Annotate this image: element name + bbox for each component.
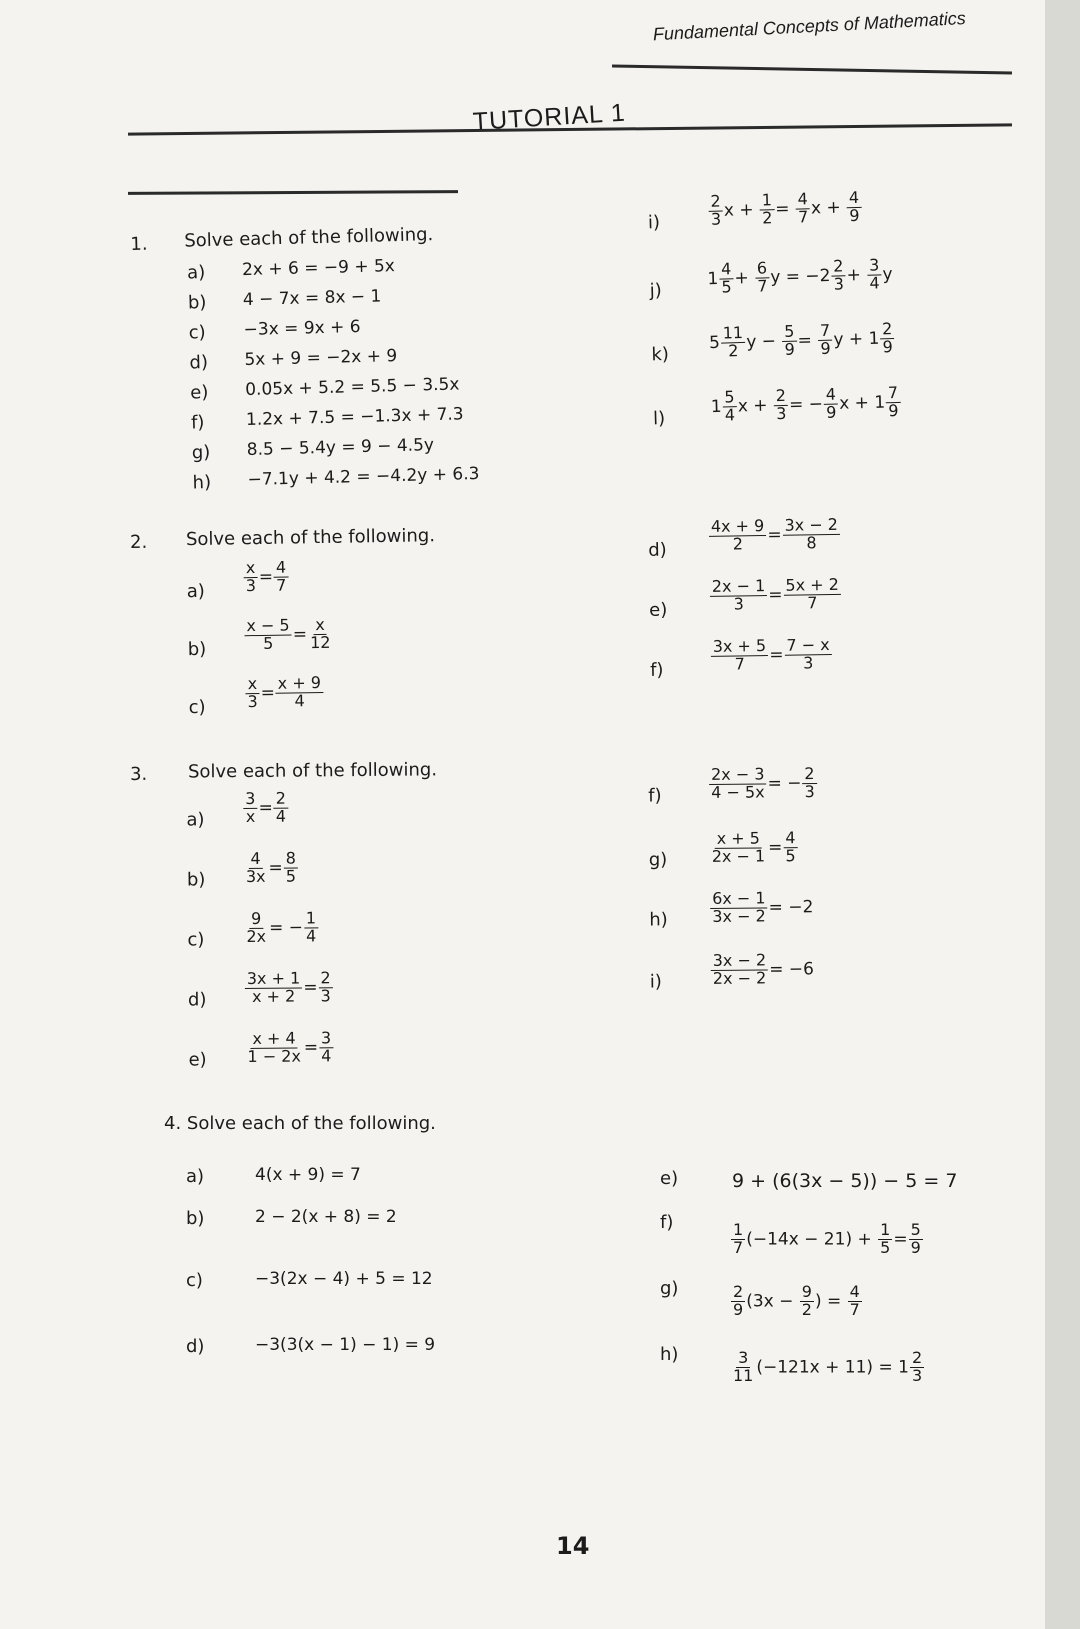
- question-3-number: 3.: [129, 763, 148, 785]
- q3-g-label: g): [648, 849, 668, 871]
- q1-d-equation: 5x + 9 = −2x + 9: [244, 346, 398, 371]
- q1-b-label: b): [187, 292, 207, 314]
- q3-g-equation: $\frac{x + 5}{2x - 1}$ = $\frac{4}{5}$: [711, 828, 796, 866]
- q2-c-label: c): [188, 696, 206, 719]
- q4-e-equation: 9 + (6(3x − 5)) − 5 = 7: [732, 1170, 958, 1192]
- q1-b-equation: 4 − 7x = 8x − 1: [242, 286, 382, 311]
- q4-c-equation: −3(2x − 4) + 5 = 12: [255, 1269, 433, 1289]
- q3-e-label: e): [188, 1049, 207, 1071]
- question-3-prompt: Solve each of the following.: [187, 759, 438, 783]
- q3-b-equation: $\frac{4}{3x}$ = $\frac{8}{5}$: [245, 848, 297, 886]
- q1-a-label: a): [186, 262, 206, 284]
- q1-l-label: l): [652, 408, 666, 430]
- question-1-number: 1.: [130, 233, 148, 255]
- q1-i-equation: $\frac{2}{3}$ x + $\frac{1}{2}$ = $\frac{4}{7}$ x + $\frac{4}{9}$: [710, 187, 860, 229]
- q1-f-equation: 1.2x + 7.5 = −1.3x + 7.3: [245, 404, 464, 431]
- q3-b-label: b): [186, 869, 206, 891]
- tutorial-title: TUTORIAL 1: [472, 98, 627, 136]
- q1-k-label: k): [651, 343, 670, 366]
- q3-c-equation: $\frac{9}{2x}$ = − $\frac{1}{4}$: [246, 908, 317, 946]
- q4-b-label: b): [186, 1208, 205, 1229]
- q4-f-equation: $\frac{1}{7}$ (−14x − 21) + $\frac{1}{5}$ = $\frac{5}{9}$: [733, 1220, 921, 1257]
- q1-e-equation: 0.05x + 5.2 = 5.5 − 3.5x: [244, 374, 460, 401]
- q3-h-equation: $\frac{6x - 1}{3x - 2}$ = −2: [712, 888, 814, 926]
- q1-d-label: d): [189, 352, 209, 374]
- q1-j-label: j): [649, 280, 663, 302]
- q3-i-equation: $\frac{3x - 2}{2x - 2}$ = −6: [712, 950, 814, 988]
- q1-g-equation: 8.5 − 5.4y = 9 − 4.5y: [246, 435, 435, 461]
- q3-a-equation: $\frac{3}{x}$ = $\frac{2}{4}$: [245, 788, 287, 826]
- q1-i-label: i): [647, 212, 661, 234]
- q3-h-label: h): [649, 909, 668, 931]
- q2-b-label: b): [187, 638, 207, 661]
- q3-e-equation: $\frac{x + 4}{1 - 2x}$ = $\frac{3}{4}$: [247, 1028, 332, 1066]
- q2-a-equation: $\frac{x}{3}$ = $\frac{4}{7}$: [245, 557, 287, 595]
- q3-a-label: a): [186, 809, 205, 831]
- q1-k-equation: 5 $\frac{11}{2}$ y − $\frac{5}{9}$ = $\frac{7}{9}$ y + 1 $\frac{2}{9}$: [708, 319, 894, 361]
- q1-c-equation: −3x = 9x + 6: [243, 317, 361, 341]
- q3-f-label: f): [648, 785, 662, 807]
- q1-h-label: h): [192, 471, 212, 494]
- q4-h-equation: $\frac{3}{11}$ (−121x + 11) = 1 $\frac{2}{3}$: [733, 1348, 923, 1385]
- q1-l-equation: 1 $\frac{5}{4}$ x + $\frac{2}{3}$ = − $\frac{4}{9}$ x + 1 $\frac{7}{9}$: [710, 382, 899, 425]
- q2-f-equation: $\frac{3x + 5}{7}$ = $\frac{7 - x}{3}$: [710, 637, 833, 674]
- running-header: Fundamental Concepts of Mathematics: [652, 8, 967, 45]
- q1-f-label: f): [190, 412, 205, 434]
- q4-h-label: h): [660, 1344, 679, 1365]
- q4-d-label: d): [186, 1336, 205, 1357]
- question-2-prompt: Solve each of the following.: [185, 525, 436, 551]
- q1-a-equation: 2x + 6 = −9 + 5x: [241, 256, 396, 281]
- q2-e-equation: $\frac{2x - 1}{3}$ = $\frac{5x + 2}{7}$: [709, 577, 843, 614]
- question-4-prompt: 4. Solve each of the following.: [164, 1113, 436, 1134]
- q1-h-equation: −7.1y + 4.2 = −4.2y + 6.3: [247, 463, 480, 491]
- q4-f-label: f): [660, 1212, 674, 1233]
- q2-c-equation: $\frac{x}{3}$ = $\frac{x + 9}{4}$: [244, 675, 324, 711]
- q4-g-equation: $\frac{2}{9}$ (3x − $\frac{9}{2}$ ) = $\frac{4}{7}$: [733, 1282, 860, 1319]
- q1-c-label: c): [188, 322, 206, 344]
- question-2-number: 2.: [129, 531, 148, 553]
- question-1-prompt: Solve each of the following.: [184, 224, 434, 252]
- q2-e-label: e): [649, 599, 668, 621]
- q4-a-label: a): [186, 1166, 205, 1187]
- q4-d-equation: −3(3(x − 1) − 1) = 9: [255, 1335, 436, 1355]
- q2-b-equation: $\frac{x - 5}{5}$ = $\frac{x}{12}$: [246, 614, 331, 653]
- q4-b-equation: 2 − 2(x + 8) = 2: [255, 1207, 397, 1227]
- page-number: 14: [556, 1532, 590, 1560]
- q3-f-equation: $\frac{2x - 3}{4 - 5x}$ = − $\frac{2}{3}$: [710, 764, 815, 802]
- q1-e-label: e): [190, 382, 209, 404]
- q3-c-label: c): [187, 929, 205, 951]
- q4-c-label: c): [186, 1270, 203, 1291]
- q4-e-label: e): [660, 1168, 679, 1189]
- q2-f-label: f): [649, 659, 664, 681]
- q2-a-label: a): [186, 580, 206, 603]
- q3-d-label: d): [187, 989, 207, 1011]
- q2-d-equation: $\frac{4x + 9}{2}$ = $\frac{3x - 2}{8}$: [708, 517, 842, 554]
- q1-g-label: g): [191, 441, 211, 464]
- q1-j-equation: 1 $\frac{4}{5}$ + $\frac{6}{7}$ y = −2 $\frac{2}{3}$ + $\frac{3}{4}$ y: [707, 255, 893, 297]
- q4-a-equation: 4(x + 9) = 7: [255, 1165, 361, 1185]
- q3-d-equation: $\frac{3x + 1}{x + 2}$ = $\frac{2}{3}$: [246, 968, 331, 1006]
- q3-i-label: i): [649, 971, 662, 993]
- q2-d-label: d): [648, 539, 667, 561]
- q4-g-label: g): [660, 1278, 679, 1299]
